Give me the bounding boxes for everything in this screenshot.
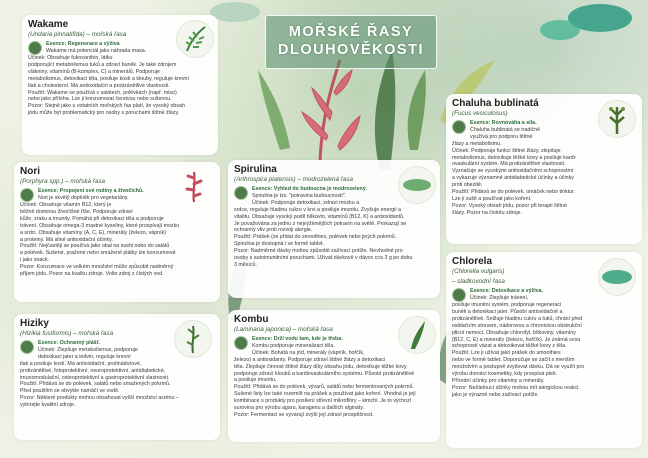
card-line: tlak a cholesterol. Má antioxidační a protizánětlivé vlastnosti. (28, 82, 170, 89)
chlorela-illustration-icon (598, 258, 636, 296)
card-line: a polévek. Sušené, pražené nebo smažené plátky lze konzumovat (20, 250, 176, 257)
card-line: žlázy. Pozor na čistotu zdroje. (452, 209, 522, 216)
card-line: Esence: Regenerace a výživa (46, 41, 120, 47)
card-line: Účinek: Podporuje detoxikaci, zdraví mozku a (252, 199, 360, 206)
card-line: 3 měsíců. (234, 261, 257, 268)
card-title: Hiziky (20, 318, 49, 329)
card-line: využívá pro podporu štítné (470, 133, 533, 140)
seal-icon (452, 288, 466, 302)
card-line: protizánětlivé, fotoprotektivní, neuroprotektivní, antidiabetické, (20, 367, 166, 374)
card-line: množstvím a postupně zvyšovat dávku. Dá se využít pro (452, 364, 585, 371)
card-line: imunomodulační, osteoprotektivní a gastroprotektivní vlastnosti. (20, 374, 170, 381)
card-line: buněk a detoxikaci jater. Působí antioxidačně a (452, 308, 563, 315)
card-chlorela (446, 252, 642, 448)
card-line: běžně dominou živočišné říše. Podporuje zdraví (20, 208, 133, 215)
card-line: Pozor: Některé produkty mohou obsahovat vyšší množství arzénu – (20, 395, 179, 402)
card-kombu (228, 310, 440, 442)
seal-icon (20, 188, 34, 202)
card-latin-name: (Undaria pinnatifida) – mořská řasa (28, 31, 127, 38)
seal-icon (28, 41, 42, 55)
card-line: Přírodní účinky pro vitaminy a minerály. (452, 377, 545, 384)
card-line: výrobu domácí kosmetiky, kdy prospívá pleti. (452, 371, 557, 378)
card-title: Chlorela (452, 256, 493, 267)
card-latin-name: (Chlorella vulgaris) (452, 268, 505, 275)
card-line: protizánětlivě. Snižuje hladinu cukru a tuků, chrání před (452, 315, 583, 322)
spirulina-illustration-icon (398, 166, 436, 204)
card-line: těla. Zlepšuje činnost štítné žlázy díky obsahu jódu, detoxikuje těžké kovy, (234, 363, 408, 370)
card-line: Kombu podporuje mineralizaci těla. (252, 342, 335, 349)
card-line: detoxikaci jater a ledvin, reguluje krevní (38, 353, 131, 360)
card-line: Použití: Nejčastěji se používá jako obal na sushi nebo do salátů (20, 243, 170, 250)
card-chaluha (446, 94, 642, 244)
card-title: Chaluha bublinatá (452, 98, 539, 109)
seal-icon (452, 120, 466, 134)
card-line: Použití: Přidává se do polévek, vývarů, salátů nebo fermentovaných pokrmů. (234, 384, 414, 391)
card-line: nebo jako příloha. Lze ji konzumovat čerstvou nebo sušenou. (28, 96, 172, 103)
card-line: Pozor: Nežádoucí účinky mohou mít alergickou reakci, (452, 384, 580, 391)
card-line: Účinek: Obsahuje fukoxanthin, látku (28, 55, 113, 61)
card-line: Spirulina je tzv. "potravina budoucnosti". (252, 192, 347, 199)
card-line: Wakame má potenciál jako náhrada masa. (46, 47, 147, 54)
card-line: železo) a antioxidanty. Podporuje zdraví štítné žlázy a detoxikaci (234, 356, 386, 363)
title-line-1: MOŘSKÉ ŘASY (288, 24, 414, 40)
card-line: oxidačním stresem, nádorovou a chronickou obstrukční (452, 322, 582, 329)
title-line-2: DLOUHOVĚKOSTI (278, 42, 424, 58)
card-line: Účinek: Zlepšuje trávení, (470, 294, 529, 301)
card-line: Je považována za jednu z nejvýživnějších potravin na světě. Prokazují se (234, 220, 407, 227)
card-latin-name: (Arthrospira platensis) – modrozelená řasa (234, 176, 353, 183)
page-title (265, 15, 437, 69)
card-nori (14, 162, 220, 302)
card-line: Pozor: Vysoký obsah jódu, pozor při terapii štítné (452, 202, 567, 209)
card-latin-name-2: – sladkovodní řasa (452, 278, 505, 285)
card-line: vitalitu. Obsahuje vysoký podíl bílkovin, vitamínů (B12, K) a antioxidantů. (234, 213, 405, 220)
card-line: proti obezitě. (452, 182, 483, 189)
card-line: Vyznačuje se vysokými antioxidačními schopnostmi (452, 168, 574, 175)
card-line: kombinace s produkty pro posílení střevní mikroflóry – kimchi. Je to výchozí (234, 398, 412, 405)
card-spirulina (228, 160, 440, 298)
card-title: Kombu (234, 314, 269, 325)
card-line: a vykazuje významné antidiabetické účinky a účinky (452, 175, 574, 182)
card-line: jako je výrazné nebo zažívací potíže. (452, 391, 539, 398)
card-line: ovaskulární systém. Má protizánětlivé vlastnosti. (452, 161, 566, 168)
card-line: tlak a posiluje kosti. Má antioxidační, protinádorové, (20, 360, 142, 367)
kombu-illustration-icon (398, 316, 436, 354)
seal-icon (234, 186, 248, 200)
card-line: Chaluha bublinatá se tradičně (470, 126, 541, 133)
card-line: Před použitím se obvykle namáčí ve vodě. (20, 388, 120, 395)
card-line: Pozor: Stejně jako u ostatních mořských řas platí, že vysoký obsah (28, 103, 185, 110)
card-line: Použití: Přidává se do polévek, omáček nebo tinktur. (452, 189, 576, 196)
card-line: metabolismus, detoxikaci těla, posiluje kosti a klouby, reguluje krevní (28, 75, 189, 82)
card-line: Spirulina je dostupná i ve formě tablet. (234, 241, 325, 248)
card-line: a srdci. Obsahuje vitamíny (A, C, E), minerály (železo, vápník) (20, 229, 167, 236)
card-line: srdce, reguluje hladinu cukru v krvi a posiluje imunitu. Zvyšuje energii a (234, 206, 401, 213)
card-line: Použití: Prášek (ze přidat do smoothies, polévek nebo jiných pokrmů. (234, 234, 397, 241)
card-line: ochranný vliv proti rozvoji alergie. (234, 227, 313, 234)
chaluha-illustration-icon (598, 100, 636, 138)
card-latin-name: (Fucus vesiculosus) (452, 110, 508, 117)
card-title: Wakame (28, 19, 69, 30)
card-line: a proteiny. Má silné antioxidační účinky. (20, 236, 113, 243)
card-line: schopností vázat a detoxikovat těžké kovy z těla. (452, 343, 567, 350)
card-line: Účinek: Zlepšuje metabolismus, podporuje (38, 346, 138, 353)
card-line: Účinek: Bohatá na jód, minerály (vápník, hořčík, (252, 349, 365, 356)
card-line: Esence: Ochranný plášť. (38, 340, 101, 346)
card-line: Esence: Rovnováha a síla. (470, 120, 537, 126)
card-line: Esence: Propojení své rodiny a živočichů. (38, 188, 144, 194)
card-line: i jako snack. (20, 257, 50, 264)
card-line: podporuje zdraví kloubů a kardiovaskulárního systému. Působí protizánětlivě (234, 370, 415, 377)
seal-icon (234, 336, 248, 350)
card-line: Použití: Wakame se používá v salátech, polévkách (např. miso) (28, 89, 177, 96)
card-line: Použití: Lze ji užívat jako prášek do smoothies (452, 350, 561, 357)
card-line: surovina pro výrobu agaru, karagenu a dalších algináty. (234, 405, 365, 412)
card-line: Esence: Drží vodu tam, kde je třeba. (252, 336, 343, 342)
card-line: osoby s autoimunitními poruchami. Užívat dávkově v dávce cca 3 g po dobu (234, 255, 413, 262)
nori-illustration-icon (176, 168, 212, 204)
card-line: příjem jódu. Pozor na kvalitu zdroje. Volte zdroj z čistých vod. (20, 271, 164, 278)
card-line: Sušené listy lze také rozemlít na prášek a používat jako koření. Vhodná je její (234, 391, 416, 398)
card-line: Esence: Vyhled do budoucna je modrozelený. (252, 186, 368, 192)
hiziky-illustration-icon (174, 320, 212, 358)
card-line: Nori je skvělý doplněk pro vegetariány. (38, 194, 129, 201)
card-line: vlákniny, vitamínů (B-komplex, C) a minerálů. Podporuje (28, 68, 160, 75)
card-line: kůže, zraku a imunity. Pomáhá při detoxikaci těla a podporuje (20, 215, 164, 222)
card-line: Esence: Detoxikace a výživa. (470, 288, 544, 294)
card-line: metabolismus, detoxikuje těžké kovy a posiluje kardi- (452, 154, 577, 161)
card-latin-name: (Laminaria japonica) – mořská řasa (234, 326, 333, 333)
card-hiziky (14, 314, 220, 440)
wakame-illustration-icon (176, 20, 214, 58)
card-line: plicní nemocí. Obsahuje chlorofyl, bílkoviny, vitamíny (452, 329, 576, 336)
card-line: trávení. Obsahuje omega-3 mastné kyseliny, které prospívají mozku (20, 222, 180, 229)
card-latin-name: (Hizikia fusiformis) – mořská řasa (20, 330, 114, 337)
card-line: nebo ve formě tablet. Doporučuje se začít s menším (452, 357, 575, 364)
seal-icon (20, 340, 34, 354)
card-line: žlázy a metabolismu. (452, 140, 502, 147)
card-line: jódu může být problematický pro osoby s poruchami štítné žlázy. (28, 110, 180, 117)
card-line: Pozor: Konzumace ve velkém množství může způsobit nadměrný (20, 264, 174, 271)
card-line: vybírejte kvalitní zdroje. (20, 402, 76, 409)
card-line: Pozor: Fermentaci se vyvarují zvýší její zdraví prospěšnost. (234, 411, 374, 418)
card-line: Použití: Přidává se do polévek, salátů nebo smažených pokrmů. (20, 381, 171, 388)
card-title: Spirulina (234, 164, 277, 175)
card-line: podporující metabolismus tuků a zdraví buněk. Je také zdrojem (28, 61, 177, 68)
card-title: Nori (20, 166, 40, 177)
card-line: Účinek: Podporuje funkci štítné žlázy, zlepšuje (452, 147, 561, 154)
card-wakame (22, 15, 218, 155)
card-line: Lze ji sušit a používat jako koření. (452, 195, 532, 202)
card-line: a posiluje imunitu. (234, 377, 277, 384)
card-latin-name: (Porphyra spp.) – mořská řasa (20, 178, 106, 185)
card-line: Účinek: Obsahuje vitamín B12, který je (20, 202, 112, 208)
card-line: posiluje imunitní systém, podporuje regeneraci (452, 302, 562, 308)
card-line: (B12, C, E) a minerály (železo, hořčík). Je známá svou (452, 336, 581, 343)
card-line: Pozor: Nadměrné dávky mohou způsobit zažívací potíže. Nevhodné pro (234, 248, 403, 255)
